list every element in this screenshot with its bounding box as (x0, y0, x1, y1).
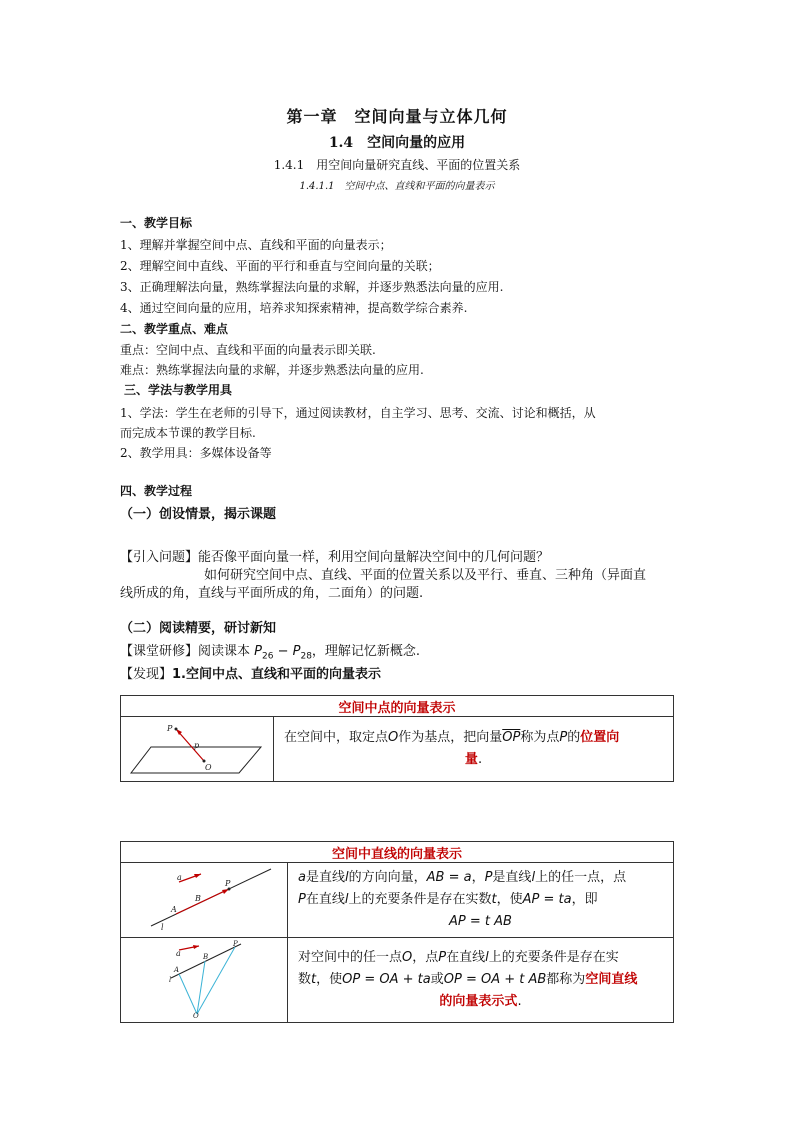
text: . (477, 752, 483, 767)
equation: AP = t AB (449, 914, 512, 929)
line-figure-cell-2 (121, 938, 288, 1023)
intro-line-2: 如何研究空间中点、直线、平面的位置关系以及平行、垂直、三种角（异面直 (204, 568, 647, 583)
page-to: P (292, 644, 301, 659)
fig-label-P: P (167, 724, 173, 733)
text: 上的充要条件是存在实数 (348, 892, 492, 907)
point-text-cell (274, 717, 674, 782)
text: 都称为 (546, 972, 586, 987)
var: P (298, 892, 306, 907)
var: P (438, 950, 447, 965)
line-table (120, 841, 674, 1023)
var: a (298, 870, 306, 885)
point-table (120, 695, 674, 782)
text: . (517, 994, 522, 1009)
text: 在直线 (446, 950, 486, 965)
line-text-cell-2 (288, 938, 674, 1023)
key-point: 重点：空间中点、直线和平面的向量表示即关联. (120, 343, 376, 357)
text: ，即 (571, 892, 598, 907)
methods-heading: 三、学法与教学用具 (124, 383, 233, 397)
text: 对空间中的任一点 (298, 950, 403, 965)
part2-heading: （二）阅读精要，研讨新知 (120, 621, 277, 636)
text: 数 (298, 972, 312, 987)
var: l (344, 892, 349, 907)
subsection-title: 1.4.1 用空间向量研究直线、平面的位置关系 (273, 158, 521, 172)
var: t (491, 892, 497, 907)
fig1-l: l (161, 923, 164, 932)
subsubsection-title: 1.4.1.1 空间中点、直线和平面的向量表示 (299, 181, 495, 192)
goal-item: 4、通过空间向量的应用，培养求知探索精神，提高数学综合素养. (120, 301, 468, 315)
fig2-B: B (203, 953, 209, 961)
point-figure-cell (121, 717, 274, 782)
fig2-a: a (176, 949, 181, 958)
goals-heading: 一、教学目标 (120, 216, 193, 230)
fig-label-p: p (194, 741, 200, 750)
var: t (311, 972, 317, 987)
discover-text: 1.空间中点、直线和平面的向量表示 (172, 667, 381, 682)
fig1-B: B (195, 894, 201, 903)
page-from-sub: 26 (262, 651, 274, 662)
var: P (484, 870, 493, 885)
text: 上的任一点，点 (535, 870, 627, 885)
teaching-tools: 2、教学用具：多媒体设备等 (120, 446, 272, 460)
highlight: 的向量表示式 (439, 994, 518, 1009)
section-title: 1.4 空间向量的应用 (328, 135, 466, 151)
equation: OP = OA + ta (342, 972, 431, 987)
line-table-title: 空间中直线的向量表示 (121, 842, 674, 863)
study-method: 1、学法：学生在老师的引导下，通过阅读教材，自主学习、思考、交流、讨论和概括，从 (120, 406, 596, 420)
text: 的 (567, 730, 581, 745)
text: ， (471, 870, 485, 885)
page-dash: − (273, 644, 293, 659)
fig1-A: A (171, 905, 177, 914)
var: O (402, 950, 413, 965)
text: 称为点 (520, 730, 560, 745)
highlight: 位置向 (580, 730, 620, 745)
discover-paragraph (120, 663, 381, 682)
difficult-point: 难点：熟练掌握法向量的求解，并逐步熟悉法向量的应用. (120, 363, 424, 377)
goal-item: 2、理解空间中直线、平面的平行和垂直与空间向量的关联； (120, 259, 440, 273)
fig1-P: P (225, 879, 231, 888)
process-heading: 四、教学过程 (120, 484, 193, 498)
chapter-title: 第一章 空间向量与立体几何 (286, 107, 508, 126)
text: 作为基点，把向量 (398, 730, 503, 745)
text: 在直线 (305, 892, 345, 907)
var: P (559, 730, 568, 745)
text: 上的充要条件是存在实 (488, 950, 619, 965)
fig-label-O: O (205, 763, 212, 772)
fig2-O: O (193, 1012, 199, 1018)
equation: AP = ta (522, 892, 572, 907)
text: 或 (430, 972, 444, 987)
discover-label: 【发现】 (120, 667, 173, 682)
page-from: P (254, 644, 262, 659)
text: 的方向向量， (348, 870, 427, 885)
study-method-cont: 而完成本节课的教学目标. (120, 426, 256, 440)
var: l (531, 870, 536, 885)
goal-item: 1、理解并掌握空间中点、直线和平面的向量表示； (120, 238, 392, 252)
text: 是直线 (492, 870, 532, 885)
highlight: 空间直线 (585, 972, 638, 987)
text: ，使 (496, 892, 523, 907)
study-text-a: 阅读课本 (198, 644, 255, 659)
text: ，使 (316, 972, 343, 987)
fig2-l: l (169, 976, 172, 984)
var: l (344, 870, 349, 885)
line-figure-1 (121, 864, 287, 932)
text: 是直线 (305, 870, 345, 885)
fig1-a: a (177, 873, 182, 882)
text: 在空间中，取定点 (284, 730, 389, 745)
var: l (485, 950, 489, 965)
line-figure-cell-1 (121, 863, 288, 938)
intro-label: 【引入问题】 (120, 550, 199, 565)
intro-paragraph (120, 546, 549, 565)
line-text-cell-1 (288, 863, 674, 938)
highlight: 量 (464, 752, 478, 767)
study-label: 【课堂研修】 (120, 644, 199, 659)
study-paragraph (120, 640, 420, 662)
fig2-P: P (233, 940, 238, 948)
goal-item: 3、正确理解法向量，熟练掌握法向量的求解，并逐步熟悉法向量的应用. (120, 280, 504, 294)
part1-heading: （一）创设情景，揭示课题 (120, 507, 277, 522)
keypoints-heading: 二、教学重点、难点 (120, 322, 229, 336)
line-figure-2 (121, 938, 287, 1018)
equation: OP = OA + t AB (443, 972, 547, 987)
point-table-title: 空间中点的向量表示 (121, 696, 674, 717)
page-to-sub: 28 (300, 651, 312, 662)
study-text-b: ，理解记忆新概念. (311, 644, 421, 659)
vector: $\overline{OP}$ (502, 730, 521, 745)
var: O (388, 730, 399, 745)
point-figure (121, 717, 273, 777)
intro-line-3: 线所成的角，直线与平面所成的角，二面角）的问题. (120, 586, 424, 601)
fig2-A: A (174, 966, 180, 974)
equation: AB = a (426, 870, 472, 885)
text: ，点 (412, 950, 439, 965)
intro-text: 能否像平面向量一样，利用空间向量解决空间中的几何问题？ (198, 550, 550, 565)
